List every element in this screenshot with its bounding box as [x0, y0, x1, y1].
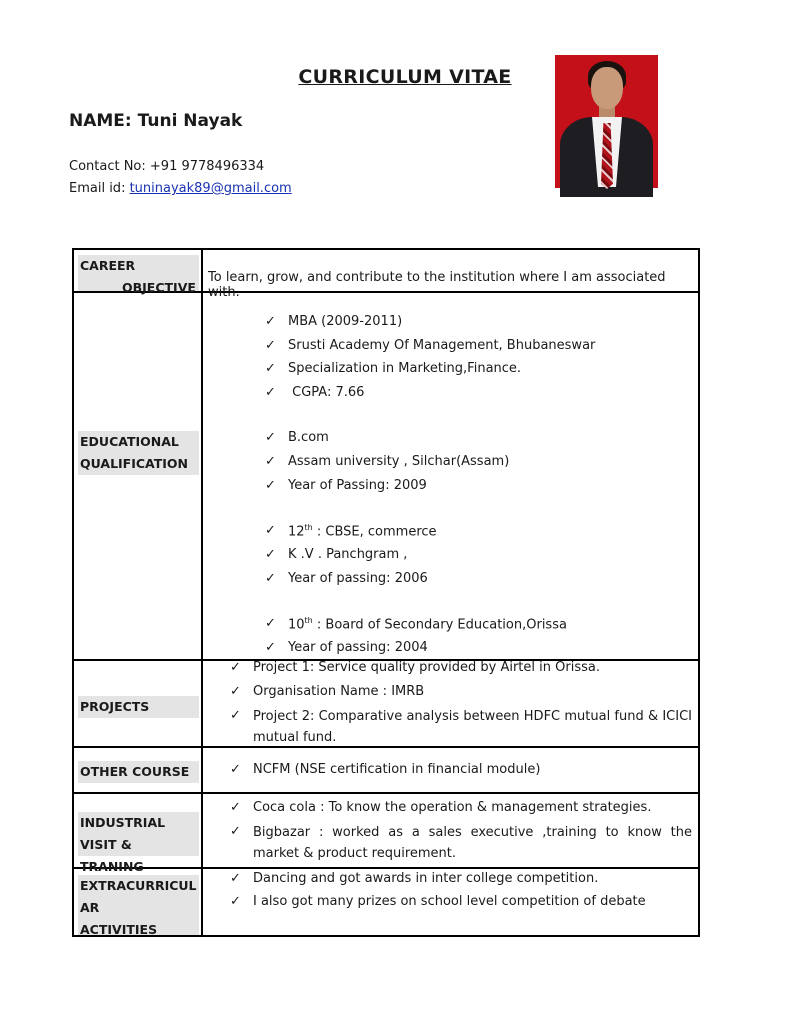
check-icon: ✓: [265, 361, 276, 376]
cv-table: [72, 248, 700, 937]
check-icon: ✓: [230, 871, 241, 886]
check-icon: ✓: [230, 762, 241, 777]
check-icon: ✓: [265, 523, 276, 538]
check-icon: ✓: [265, 430, 276, 445]
career-objective-text: To learn, grow, and contribute to the institution where I am associated with.: [208, 270, 666, 300]
check-icon: ✓: [230, 660, 241, 675]
extracurricular-item: I also got many prizes on school level competition of debate: [253, 894, 646, 909]
email-label: Email id:: [69, 181, 130, 196]
education-item: Year of Passing: 2009: [288, 478, 427, 493]
check-icon: ✓: [265, 571, 276, 586]
check-icon: ✓: [265, 338, 276, 353]
education-item: K .V . Panchgram ,: [288, 547, 408, 562]
projects-label: PROJECTS: [78, 696, 199, 718]
education-item: Srusti Academy Of Management, Bhubaneswar: [288, 338, 596, 353]
check-icon: ✓: [265, 547, 276, 562]
industrial-item: Bigbazar : worked as a sales executive ,training to know the market & product requirement.: [253, 825, 692, 861]
industrial-item: Coca cola : To know the operation & management strategies.: [253, 800, 652, 815]
check-icon: ✓: [265, 454, 276, 469]
education-label: EDUCATIONAL QUALIFICATION: [78, 431, 199, 475]
check-icon: ✓: [230, 800, 241, 815]
contact-number: Contact No: +91 9778496334: [69, 159, 265, 174]
cv-title: CURRICULUM VITAE: [298, 66, 512, 88]
education-item: Year of passing: 2006: [288, 571, 428, 586]
check-icon: ✓: [230, 684, 241, 699]
extracurricular-item: Dancing and got awards in inter college competition.: [253, 871, 599, 886]
education-item: 10th : Board of Secondary Education,Orissa: [288, 616, 567, 633]
education-item: Specialization in Marketing,Finance.: [288, 361, 522, 376]
education-item: 12th : CBSE, commerce: [288, 523, 437, 540]
industrial-visit-label: INDUSTRIAL VISIT & TRANING: [78, 812, 199, 856]
check-icon: ✓: [230, 894, 241, 909]
education-item: MBA (2009-2011): [288, 314, 403, 329]
check-icon: ✓: [265, 478, 276, 493]
check-icon: ✓: [265, 314, 276, 329]
other-course-item: NCFM (NSE certification in financial module): [253, 762, 541, 777]
email-link[interactable]: tuninayak89@gmail.com: [129, 181, 292, 196]
check-icon: ✓: [230, 708, 241, 723]
education-item: Assam university , Silchar(Assam): [288, 454, 510, 469]
candidate-name: NAME: Tuni Nayak: [69, 111, 243, 131]
other-course-label: OTHER COURSE: [78, 761, 199, 783]
project-item: Project 1: Service quality provided by Airtel in Orissa.: [253, 660, 600, 675]
education-item: Year of passing: 2004: [288, 640, 428, 655]
career-objective-label: CAREER OBJECTIVE: [78, 255, 199, 291]
check-icon: ✓: [265, 640, 276, 655]
check-icon: ✓: [265, 616, 276, 631]
check-icon: ✓: [265, 385, 276, 400]
project-item: Organisation Name : IMRB: [253, 684, 425, 699]
education-item: CGPA: 7.66: [288, 385, 365, 400]
project-item: Project 2: Comparative analysis between HDFC mutual fund & ICICI mutual fund.: [253, 709, 692, 745]
education-item: B.com: [288, 430, 329, 445]
email-row: [69, 181, 292, 196]
check-icon: ✓: [230, 824, 241, 839]
extracurricular-label: EXTRACURRICUL AR ACTIVITIES: [78, 875, 199, 935]
person-photo-icon: [555, 55, 658, 188]
